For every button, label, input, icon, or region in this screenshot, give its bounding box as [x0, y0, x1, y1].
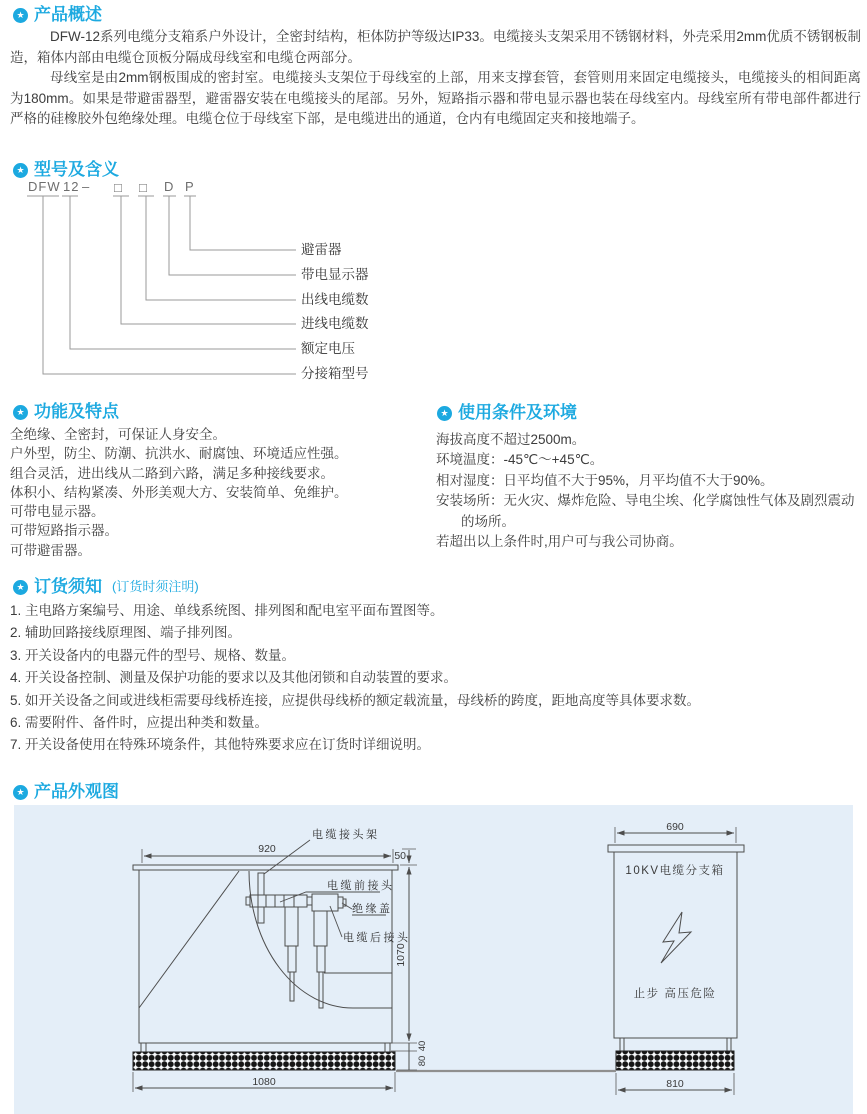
ordering-item: 4. 开关设备控制、测量及保护功能的要求以及其他闭锁和自动装置的要求。: [10, 670, 458, 686]
label-cable-rear-connector: 电缆后接头: [343, 932, 411, 944]
model-code-box-out: □: [139, 180, 148, 195]
section-title: 使用条件及环境: [458, 403, 577, 422]
dim-text-1080: 1080: [252, 1076, 276, 1088]
section-header-ordering: [13, 578, 199, 596]
busbar-end-cap: [246, 897, 250, 905]
condition-item: 若超出以上条件时,用户可与我公司协商。: [436, 534, 683, 550]
model-code-box-in: □: [114, 180, 123, 195]
features-list: [10, 425, 348, 560]
ordering-list: [10, 600, 700, 757]
front-leg-left: [141, 1043, 146, 1052]
model-label-voltage: 额定电压: [301, 341, 355, 356]
side-warning-text: 止步 高压危险: [633, 988, 717, 1000]
feature-item: 可带避雷器。: [10, 542, 91, 558]
door-diagonal: [139, 871, 239, 1008]
front-leg-right: [385, 1043, 390, 1052]
model-code-diagram: [0, 178, 460, 388]
model-label-arrester: 避雷器: [301, 242, 342, 257]
dim-text-80: 80: [417, 1055, 428, 1067]
condition-item: 海拔高度不超过2500m。: [436, 432, 586, 447]
star-icon: [13, 580, 28, 595]
ordering-item: 1. 主电路方案编号、用途、单线系统图、排列图和配电室平面布置图等。: [10, 603, 444, 618]
side-lid: [608, 845, 744, 852]
front-view-outline: [133, 865, 398, 1052]
dim-text-1070: 1070: [395, 943, 407, 967]
cable-right: [319, 972, 323, 1008]
star-icon: [13, 405, 28, 420]
connector-bracket: [258, 873, 264, 895]
front-lid: [133, 865, 398, 870]
ordering-item: 2. 辅助回路接线原理图、端子排列图。: [10, 625, 242, 641]
overview-paragraph: 母线室是由2mm钢板围成的密封室。电缆接头支架位于母线室的上部，用来支撑套管，套管则用来固定电缆接头，电缆接头的相间距离为180mm。如果是带避雷器型，避雷器安装在电缆接头的尾部。另外，短路指示器和带电显示器也装在母线室内。母线室所有带电部件都进行严格的硅橡胶外包绝缘处理。电缆仓位于母线室下部，是电缆进出的通道，仓内有电缆固定夹和接地端子。: [10, 70, 861, 126]
condition-item: 安装场所：无火灾、爆炸危险、导电尘埃、化学腐蚀性气体及剧烈震动的场所。: [436, 493, 855, 529]
side-leg-left: [620, 1038, 624, 1051]
star-icon: [437, 406, 452, 421]
dim-text-50: 50: [394, 850, 406, 862]
condition-item: 相对湿度：日平均值不大于95%，月平均值不大于90%。: [436, 472, 774, 488]
feature-item: 可带电显示器。: [10, 504, 105, 520]
model-label-live-display: 带电显示器: [301, 267, 369, 282]
dim-text-40: 40: [417, 1040, 428, 1052]
section-title: 功能及特点: [34, 402, 119, 421]
busbar-segments: [258, 895, 294, 907]
model-label-outgoing: 出线电缆数: [301, 292, 369, 307]
label-cable-bracket: 电缆接头架: [312, 829, 380, 841]
side-cabinet-body: [614, 852, 737, 1038]
section-header-conditions: [437, 404, 577, 422]
feature-item: 体积小、结构紧凑、外形美观大方、安装简单、免维护。: [10, 484, 348, 500]
side-leg-right: [727, 1038, 731, 1051]
model-label-incoming: 进线电缆数: [301, 316, 369, 331]
overview-paragraph: DFW-12系列电缆分支箱系户外设计，全密封结构，柜体防护等级达IP33。电缆接头支架采用不锈钢材料，外壳采用2mm优质不锈钢板制造，箱体内部由电缆仓顶板分隔成母线室和电缆仓两部分。: [10, 29, 861, 65]
model-label-type: 分接箱型号: [301, 366, 369, 381]
star-icon: [13, 785, 28, 800]
model-code-voltage: 12: [63, 179, 80, 194]
label-insulation-cover: 绝缘盖: [352, 903, 393, 915]
ordering-item: 5. 如开关设备之间或进线柜需要母线桥连接，应提供母线桥的额定载流量，母线桥的跨度，距地高度等具体要求数。: [10, 692, 701, 708]
feature-item: 组合灵活，进出线从二路到六路，满足多种接线要求。: [10, 465, 334, 481]
t-connector-left-taper: [288, 946, 296, 972]
front-foundation-base: [133, 1052, 395, 1070]
section-header-model: [13, 161, 119, 179]
t-connector-right: [314, 911, 327, 946]
dim-text-810: 810: [666, 1078, 684, 1090]
section-subnote: (订货时须注明): [112, 579, 199, 594]
ordering-item: 6. 需要附件、备件时，应提出种类和数量。: [10, 715, 269, 731]
section-header-appearance: [13, 783, 119, 801]
star-icon: [13, 163, 28, 178]
conditions-list: [436, 430, 860, 552]
cable-left: [290, 972, 294, 1001]
dim-text-690: 690: [666, 821, 684, 833]
connector-bracket-lower: [258, 907, 264, 923]
model-code-prefix: DFW: [28, 179, 61, 194]
feature-item: 全绝缘、全密封，可保证人身安全。: [10, 427, 226, 442]
ordering-item: 7. 开关设备使用在特殊环境条件，其他特殊要求应在订货时详细说明。: [10, 737, 431, 753]
insulation-cap: [338, 897, 343, 908]
code-connector-lines: [43, 196, 296, 374]
elbow-connector: [312, 894, 338, 911]
section-header-features: [13, 403, 119, 421]
side-nameplate-text: 10KV电缆分支箱: [625, 865, 725, 877]
feature-item: 户外型，防尘、防潮、抗洪水、耐腐蚀、环境适应性强。: [10, 446, 348, 462]
section-header-overview: [13, 6, 102, 24]
t-connector-right-taper: [317, 946, 325, 972]
front-connector-busbar: [250, 895, 307, 907]
lightning-bolt-icon: [661, 912, 691, 963]
model-code-d: D: [164, 179, 175, 194]
star-icon: [13, 8, 28, 23]
section-title: 产品概述: [34, 5, 102, 24]
side-foundation-base: [616, 1051, 734, 1070]
section-title: 订货须知: [34, 577, 102, 596]
model-code-p: P: [185, 179, 195, 194]
appearance-drawing: [14, 805, 853, 1114]
overview-paragraphs: [10, 27, 861, 130]
dim-text-920: 920: [258, 843, 276, 855]
section-title: 型号及含义: [34, 160, 119, 179]
busbar-coupler: [307, 897, 312, 905]
label-cable-front-connector: 电缆前接头: [327, 880, 395, 892]
condition-item: 环境温度：-45℃～+45℃。: [436, 452, 604, 468]
section-title: 产品外观图: [34, 782, 119, 801]
model-code-dash: –: [82, 179, 91, 194]
appearance-panel: [14, 805, 853, 1114]
ordering-item: 3. 开关设备内的电器元件的型号、规格、数量。: [10, 647, 296, 663]
t-connector-left: [285, 907, 298, 946]
feature-item: 可带短路指示器。: [10, 523, 118, 539]
